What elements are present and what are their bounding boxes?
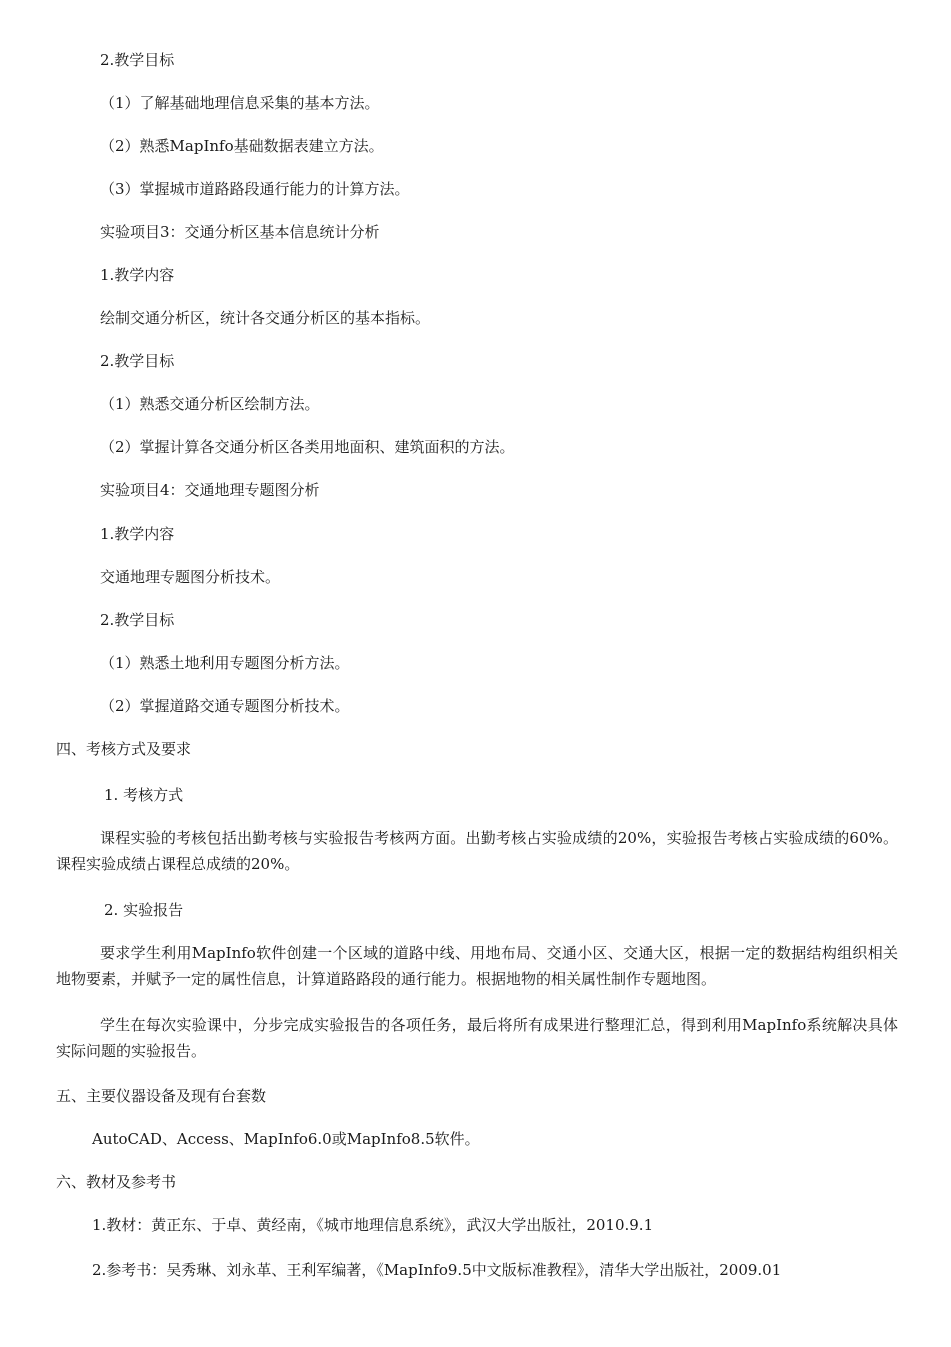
goal-item: （2）掌握计算各交通分析区各类用地面积、建筑面积的方法。 (100, 438, 515, 456)
goal-item: （2）熟悉MapInfo基础数据表建立方法。 (100, 137, 384, 155)
teaching-goals-heading: 2.教学目标 (100, 352, 175, 370)
textbook-reference: 1.教材：黄正东、于卓、黄经南，《城市地理信息系统》，武汉大学出版社，2010.9.1 (92, 1216, 654, 1234)
goal-item: （1）了解基础地理信息采集的基本方法。 (100, 94, 380, 112)
experiment-project-title: 实验项目3：交通分析区基本信息统计分析 (100, 223, 380, 241)
experiment-project-title: 实验项目4：交通地理专题图分析 (100, 481, 320, 499)
goal-item: （1）熟悉土地利用专题图分析方法。 (100, 654, 350, 672)
teaching-content-text: 绘制交通分析区，统计各交通分析区的基本指标。 (100, 309, 431, 327)
teaching-content-text: 交通地理专题图分析技术。 (100, 568, 281, 586)
goal-item: （2）掌握道路交通专题图分析技术。 (100, 697, 350, 715)
subsection-experiment-report: 2. 实验报告 (104, 901, 184, 919)
section-heading-assessment: 四、考核方式及要求 (56, 740, 192, 758)
teaching-goals-heading: 2.教学目标 (100, 611, 175, 629)
teaching-goals-heading: 2.教学目标 (100, 51, 175, 69)
teaching-content-heading: 1.教学内容 (100, 525, 175, 543)
report-paragraph: 学生在每次实验课中，分步完成实验报告的各项任务，最后将所有成果进行整理汇总，得到利用MapInfo系统解决具体实际问题的实验报告。 (56, 1016, 898, 1060)
section-heading-equipment: 五、主要仪器设备及现有台套数 (56, 1087, 267, 1105)
reference-book: 2.参考书：吴秀琳、刘永革、王利军编著，《MapInfo9.5中文版标准教程》，清华大学出版社，2009.01 (92, 1261, 782, 1279)
goal-item: （3）掌握城市道路路段通行能力的计算方法。 (100, 180, 410, 198)
goal-item: （1）熟悉交通分析区绘制方法。 (100, 395, 320, 413)
assessment-paragraph: 课程实验的考核包括出勤考核与实验报告考核两方面。出勤考核占实验成绩的20%，实验报告考核占实验成绩的60%。课程实验成绩占课程总成绩的20%。 (56, 829, 898, 873)
equipment-text: AutoCAD、Access、MapInfo6.0或MapInfo8.5软件。 (92, 1130, 480, 1148)
report-paragraph: 要求学生利用MapInfo软件创建一个区域的道路中线、用地布局、交通小区、交通大区，根据一定的数据结构组织相关地物要素，并赋予一定的属性信息，计算道路路段的通行能力。根据地物的相关属性制作专题地图。 (56, 944, 898, 988)
subsection-assessment-method: 1. 考核方式 (104, 786, 184, 804)
section-heading-textbooks: 六、教材及参考书 (56, 1173, 177, 1191)
teaching-content-heading: 1.教学内容 (100, 266, 175, 284)
